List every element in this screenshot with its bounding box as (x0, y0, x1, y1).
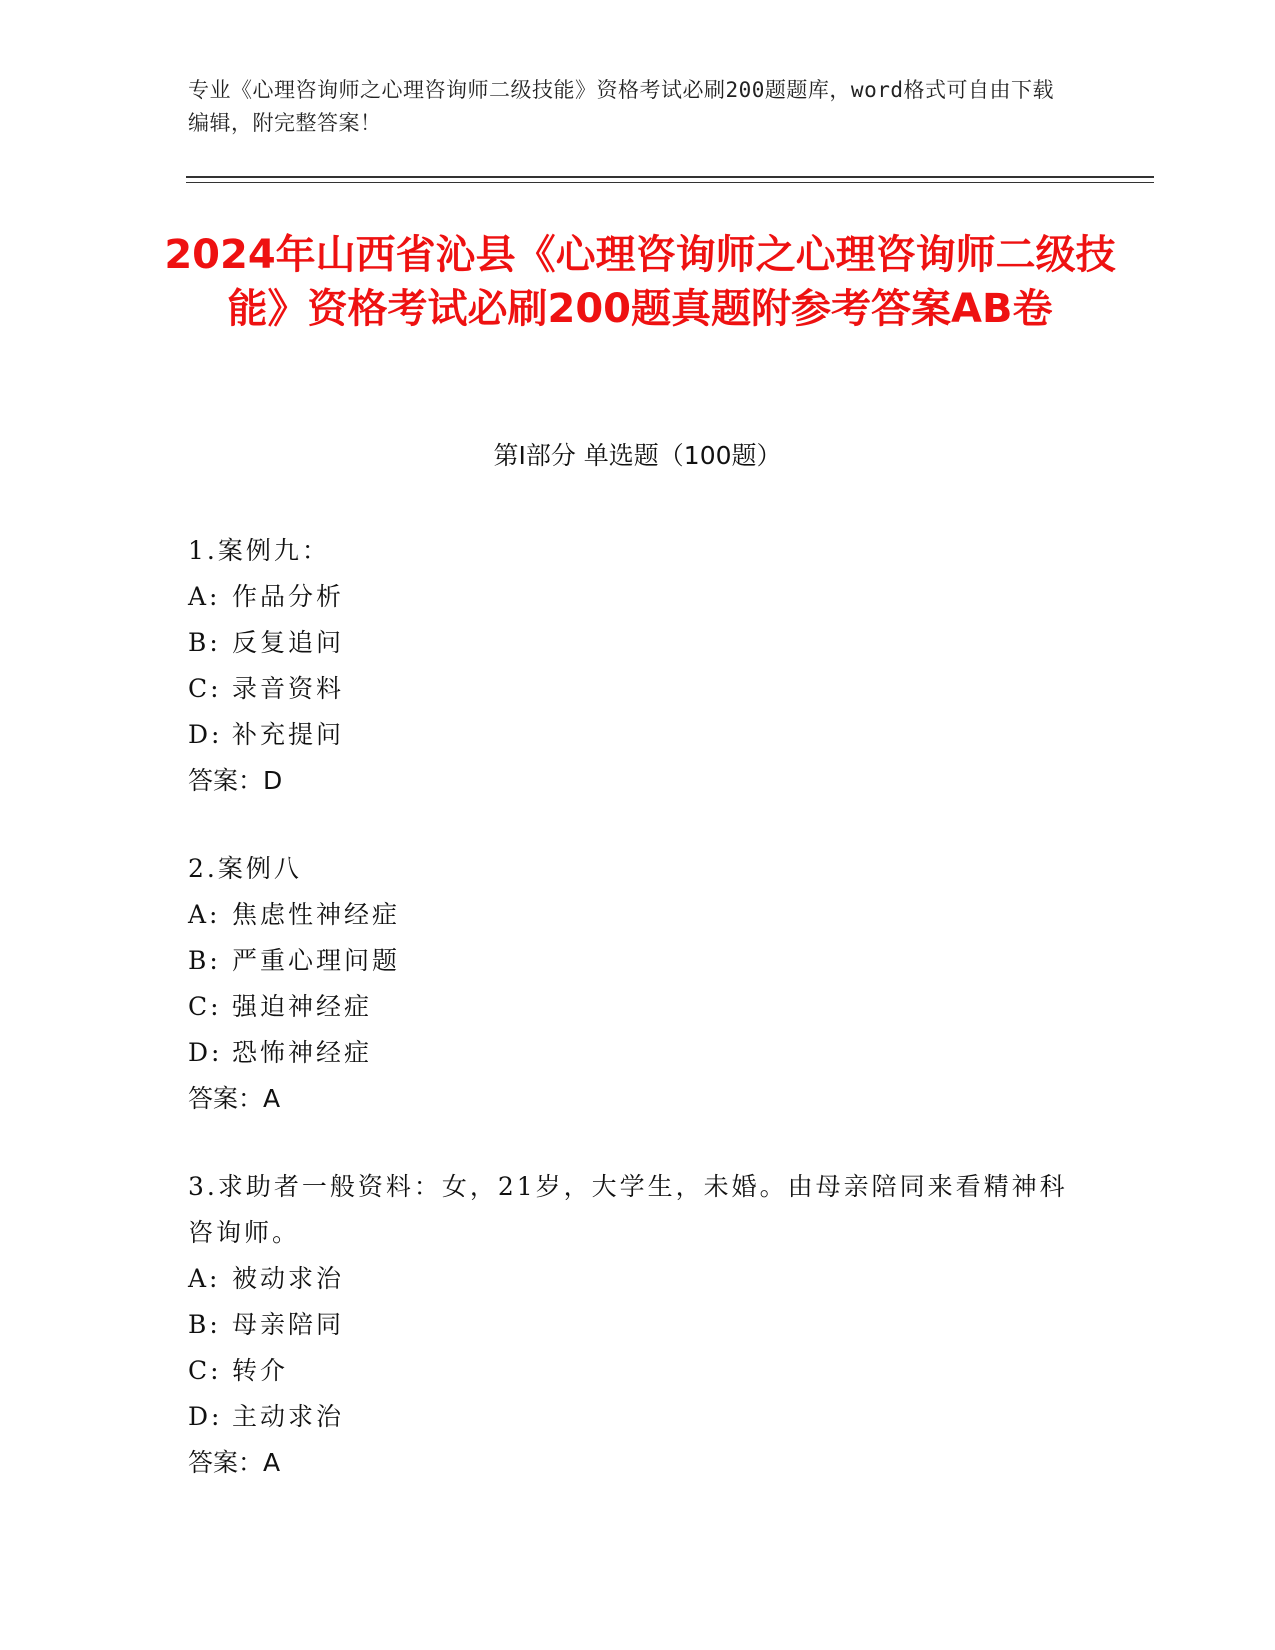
option-letter: C: (188, 1356, 222, 1385)
option-text: 母亲陪同 (232, 1310, 345, 1339)
option-a (188, 892, 1068, 938)
option-letter: B: (188, 628, 221, 657)
question-2 (188, 846, 1068, 1122)
question-stem: 1.案例九： (188, 536, 330, 565)
option-b (188, 1302, 1068, 1348)
option-c (188, 666, 1068, 712)
document-title: 2024年山西省沁县《心理咨询师之心理咨询师二级技能》资格考试必刷200题真题附参考答案AB卷 (164, 232, 1116, 332)
header-divider-thick (186, 176, 1154, 178)
option-text: 严重心理问题 (232, 946, 401, 975)
option-text: 反复追问 (232, 628, 345, 657)
option-b (188, 938, 1068, 984)
option-letter: C: (188, 674, 222, 703)
option-a (188, 1256, 1068, 1302)
header-divider-thin (186, 182, 1154, 183)
option-d (188, 1030, 1068, 1076)
option-letter: B: (188, 1310, 221, 1339)
section-title: 第I部分 单选题（100题） (493, 441, 782, 470)
option-c (188, 984, 1068, 1030)
option-text: 补充提问 (232, 720, 345, 749)
option-letter: B: (188, 946, 221, 975)
header-note: 专业《心理咨询师之心理咨询师二级技能》资格考试必刷200题题库，word格式可自由下载编辑，附完整答案！ (188, 78, 1054, 135)
option-letter: C: (188, 992, 222, 1021)
option-b (188, 620, 1068, 666)
option-letter: D: (188, 720, 223, 749)
option-d (188, 1394, 1068, 1440)
option-text: 主动求治 (232, 1402, 345, 1431)
question-stem: 3.求助者一般资料：女，21岁，大学生，未婚。由母亲陪同来看精神科咨询师。 (188, 1172, 1068, 1247)
option-letter: A: (188, 1264, 221, 1293)
question-stem: 2.案例八 (188, 854, 302, 883)
option-text: 恐怖神经症 (232, 1038, 373, 1067)
option-c (188, 1348, 1068, 1394)
option-letter: A: (188, 582, 221, 611)
option-text: 录音资料 (232, 674, 345, 703)
option-letter: A: (188, 900, 221, 929)
option-text: 作品分析 (232, 582, 345, 611)
option-text: 强迫神经症 (232, 992, 373, 1021)
option-text: 转介 (232, 1356, 289, 1385)
answer-line: 答案：A (188, 1084, 281, 1113)
option-letter: D: (188, 1402, 223, 1431)
option-text: 被动求治 (232, 1264, 345, 1293)
question-1 (188, 528, 1068, 804)
question-3 (188, 1164, 1068, 1486)
option-a (188, 574, 1068, 620)
option-d (188, 712, 1068, 758)
question-list (188, 528, 1068, 1528)
answer-line: 答案：D (188, 766, 283, 795)
option-text: 焦虑性神经症 (232, 900, 401, 929)
answer-line: 答案：A (188, 1448, 281, 1477)
option-letter: D: (188, 1038, 223, 1067)
